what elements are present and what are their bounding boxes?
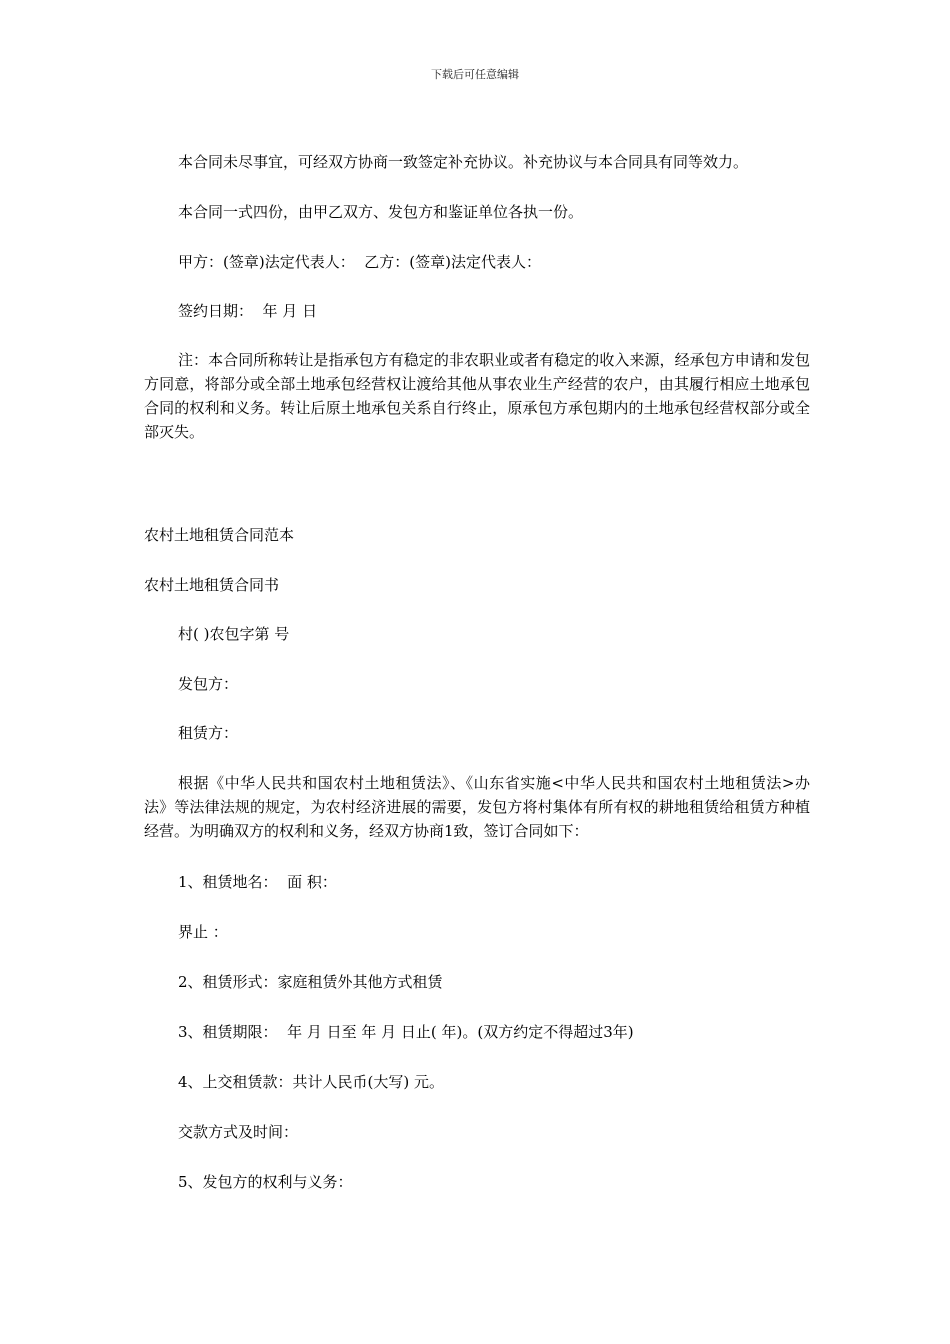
paragraph-note: 注：本合同所称转让是指承包方有稳定的非农职业或者有稳定的收入来源，经承包方申请和发包方同意，将部分或全部土地承包经营权让渡给其他从事农业生产经营的农户，由其履行相应土地承包合同的权利和义务。转让后原土地承包关系自行终止，原承包方承包期内的土地承包经营权部分或全部灭失。: [144, 351, 810, 441]
clause-4-rent: 4、上交租赁款：共计人民币(大写) 元。: [178, 1073, 445, 1091]
clause-2-lease-form: 2、租赁形式：家庭租赁外其他方式租赁: [178, 973, 443, 991]
party-lessor: 发包方：: [178, 675, 239, 693]
paragraph-supplementary-agreement: 本合同未尽事宜，可经双方协商一致签定补充协议。补充协议与本合同具有同等效力。: [178, 153, 749, 171]
paragraph-signing-date: 签约日期： 年 月 日: [178, 302, 318, 320]
section-title: 农村土地租赁合同范本: [144, 526, 295, 544]
clause-payment-method: 交款方式及时间：: [178, 1123, 299, 1141]
page-header: 下载后可任意编辑: [431, 68, 519, 81]
clause-boundary: 界止 ：: [178, 923, 228, 941]
clause-1-land-name: 1、租赁地名： 面 积：: [178, 873, 337, 891]
clause-3-lease-term: 3、租赁期限： 年 月 日至 年 月 日止( 年)。(双方约定不得超过3年): [178, 1023, 634, 1041]
party-lessee: 租赁方：: [178, 724, 239, 742]
contract-number: 村( )农包字第 号: [178, 625, 290, 643]
paragraph-copies: 本合同一式四份，由甲乙双方、发包方和鉴证单位各执一份。: [178, 203, 584, 221]
paragraph-signatures: 甲方：(签章)法定代表人： 乙方：(签章)法定代表人：: [178, 253, 541, 271]
clause-5-lessor-rights: 5、发包方的权利与义务：: [178, 1173, 353, 1191]
contract-title: 农村土地租赁合同书: [144, 576, 280, 594]
paragraph-basis: 根据《中华人民共和国农村土地租赁法》、《山东省实施<中华人民共和国农村土地租赁法>办法》等法律法规的规定，为农村经济进展的需要，发包方将村集体有所有权的耕地租赁给租赁方种植经营。为明确双方的权利和义务，经双方协商1致，签订合同如下：: [144, 774, 810, 840]
